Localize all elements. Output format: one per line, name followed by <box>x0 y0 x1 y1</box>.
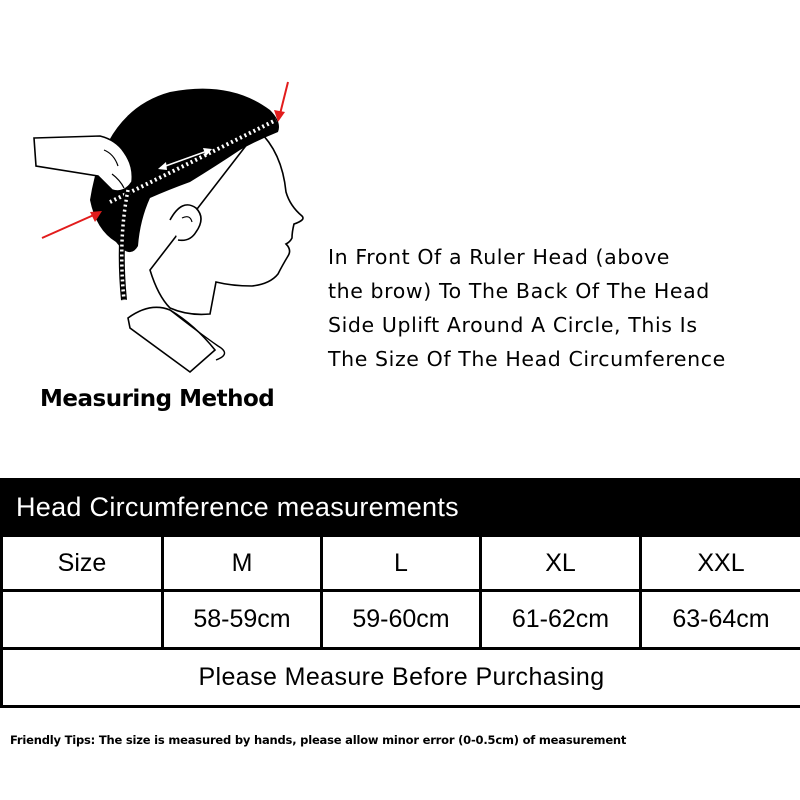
size-row-label: Size <box>2 536 163 591</box>
table-footer-note: Please Measure Before Purchasing <box>2 649 800 707</box>
measurement-instructions <box>328 240 798 376</box>
value-cell-l: 59-60cm <box>322 591 481 649</box>
instruction-line: Side Uplift Around A Circle, This Is <box>328 313 698 337</box>
table-title: Head Circumference measurements <box>0 478 800 534</box>
size-cell-xl: XL <box>481 536 641 591</box>
value-cell-xl: 61-62cm <box>481 591 641 649</box>
value-cell-m: 58-59cm <box>163 591 322 649</box>
value-row-label <box>2 591 163 649</box>
instruction-line: In Front Of a Ruler Head (above <box>328 245 671 269</box>
head-measurement-drawing <box>20 70 330 380</box>
table-row <box>2 649 800 707</box>
table-row <box>2 536 800 591</box>
size-table <box>0 478 800 708</box>
size-grid <box>0 534 800 708</box>
size-cell-l: L <box>322 536 481 591</box>
size-cell-m: M <box>163 536 322 591</box>
instruction-line: The Size Of The Head Circumference <box>328 347 726 371</box>
friendly-tips: Friendly Tips: The size is measured by hands, please allow minor error (0-0.5cm) of measurement <box>10 733 627 747</box>
size-cell-xxl: XXL <box>641 536 800 591</box>
measuring-method-label: Measuring Method <box>40 386 275 412</box>
value-cell-xxl: 63-64cm <box>641 591 800 649</box>
table-row <box>2 591 800 649</box>
head-measurement-illustration <box>20 70 330 380</box>
instruction-line: the brow) To The Back Of The Head <box>328 279 710 303</box>
